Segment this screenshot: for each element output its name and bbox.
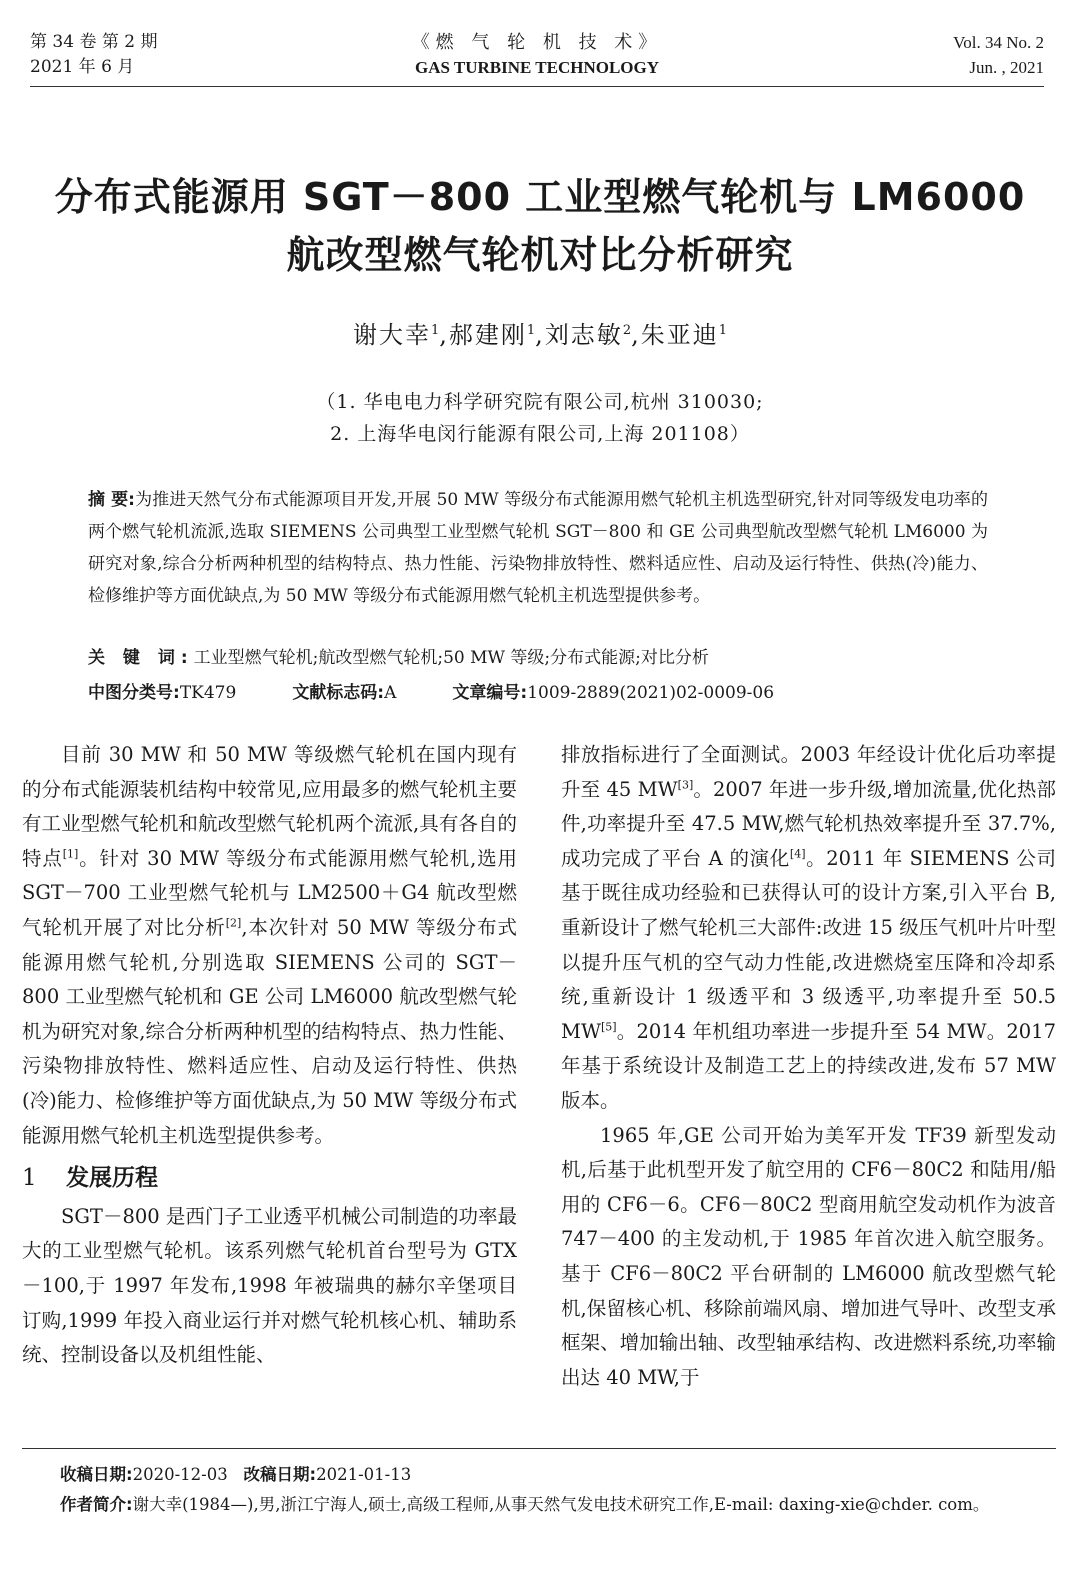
journal-name-english: GAS TURBINE TECHNOLOGY xyxy=(414,58,660,77)
citation-ref: [5] xyxy=(601,1020,617,1034)
clc-number xyxy=(88,679,236,707)
affiliation-1: （1. 华电电力科学研究院有限公司,杭州 310030; xyxy=(316,391,764,413)
volume-issue-english: Vol. 34 No. 2 xyxy=(953,33,1044,52)
classification-line xyxy=(88,679,988,707)
citation-ref: [1] xyxy=(62,847,79,861)
document-code-value: A xyxy=(384,683,397,703)
running-header xyxy=(30,30,1044,90)
article-number xyxy=(452,679,774,707)
body-paragraph xyxy=(561,738,1056,1119)
keywords-label: 关 键 词: xyxy=(88,648,194,668)
abstract-text: 为推进天然气分布式能源项目开发,开展 50 MW 等级分布式能源用燃气轮机主机选型研究,针对同等级发电功率的两个燃气轮机流派,选取 SIEMENS 公司典型工业型燃气轮机 SGT－800 和 GE 公司典型航改型燃气轮机 LM6000 为研究对象,综合分析两种机型的结构特点、热力性能、污染物排放特性、燃料适应性、启动及运行特性、供热(冷)能力、检修维护等方面优缺点,为 50 MW 等级分布式能源用燃气轮机主机选型提供参考。 xyxy=(88,490,989,606)
document-code-label: 文献标志码: xyxy=(292,683,385,703)
paragraph-text: 。2014 年机组功率进一步提升至 54 MW。2017 年基于系统设计及制造工艺上的持续改进,发布 57 MW 版本。 xyxy=(561,1019,1056,1112)
revised-date: 2021-01-13 xyxy=(316,1465,412,1484)
revised-label: 改稿日期: xyxy=(243,1465,317,1484)
body-column-right xyxy=(561,738,1056,1395)
body-paragraph: 1965 年,GE 公司开始为美军开发 TF39 新型发动机,后基于此机型开发了航空用的 CF6－80C2 和陆用/船用的 CF6－6。CF6－80C2 型商用航空发动机作为波音 747－400 的主发动机,于 1985 年首次进入航空服务。基于 CF6－80C2 平台研制的 LM6000 航改型燃气轮机,保留核心机、移除前端风扇、增加进气导叶、改型支承框架、增加输出轴、改型轴承结构、改进燃料系统,功率输出达 40 MW,于 xyxy=(561,1123,1056,1389)
paragraph-text: ,本次针对 50 MW 等级分布式能源用燃气轮机,分别选取 SIEMENS 公司的 SGT－800 工业型燃气轮机和 GE 公司 LM6000 航改型燃气轮机为研究对象,综合分析两种机型的结构特点、热力性能、污染物排放特性、燃料适应性、启动及运行特性、供热(冷)能力、检修维护等方面优缺点,为 50 MW 等级分布式能源用燃气轮机主机选型提供参考。 xyxy=(22,915,517,1147)
publication-date-english: Jun. , 2021 xyxy=(969,58,1044,77)
author-bio-label: 作者简介: xyxy=(60,1495,133,1514)
author-name: 刘志敏 xyxy=(544,321,623,349)
manuscript-dates xyxy=(22,1460,1056,1490)
paper-title xyxy=(20,168,1060,284)
author-bio xyxy=(22,1490,1056,1520)
body-column-left xyxy=(22,738,517,1373)
section-number: 1 xyxy=(22,1165,37,1192)
paragraph-text: 目前 30 MW 和 50 MW 等级燃气轮机在国内现有的分布式能源装机结构中较常见,应用最多的燃气轮机主要有工业型燃气轮机和航改型燃气轮机两个流派,具有各自的特点 xyxy=(22,743,517,870)
abstract-label: 摘 要: xyxy=(88,490,135,510)
paragraph-text: 。2011 年 SIEMENS 公司基于既往成功经验和已获得认可的设计方案,引入平台 B,重新设计了燃气轮机三大部件:改进 15 级压气机叶片叶型以提升压气机的空气动力性能,改进燃烧室压降和冷却系统,重新设计 1 级透平和 3 级透平,功率提升至 50.5 MW xyxy=(561,846,1056,1043)
header-rule xyxy=(30,86,1044,87)
footnote-rule xyxy=(22,1448,1056,1449)
article-number-value: 1009-2889(2021)02-0009-06 xyxy=(527,683,775,703)
citation-ref: [4] xyxy=(789,847,806,861)
affiliation-2: 2. 上海华电闵行能源有限公司,上海 201108） xyxy=(330,423,750,445)
citation-ref: [2] xyxy=(225,916,242,930)
footnotes xyxy=(22,1460,1056,1520)
author-affiliation-mark: 1 xyxy=(526,323,536,338)
received-date: 2020-12-03 xyxy=(132,1465,228,1484)
author-name: 谢大幸 xyxy=(352,321,431,349)
publication-date: 2021 年 6 月 xyxy=(30,57,135,77)
citation-ref: [3] xyxy=(677,778,694,792)
body-paragraph: SGT－800 是西门子工业透平机械公司制造的功率最大的工业型燃气轮机。该系列燃气轮机首台型号为 GTX－100,于 1997 年发布,1998 年被瑞典的赫尔辛堡项目订购,1999 年投入商业运行并对燃气轮机核心机、辅助系统、控制设备以及机组性能、 xyxy=(22,1204,517,1367)
paragraph-text: 。2007 年进一步升级,增加流量,优化热部件,功率提升至 47.5 MW,燃气轮机热效率提升至 37.7%,成功完成了平台 A 的演化 xyxy=(561,777,1056,870)
abstract xyxy=(88,484,988,612)
paragraph-text: 。针对 30 MW 等级分布式能源用燃气轮机,选用 SGT－700 工业型燃气轮机与 LM2500＋G4 航改型燃气轮机开展了对比分析 xyxy=(22,846,517,939)
keywords xyxy=(88,644,988,672)
journal-name-chinese: 《燃 气 轮 机 技 术》 xyxy=(411,32,663,53)
author-affiliation-mark: 2 xyxy=(622,323,632,338)
volume-issue: 第 34 卷 第 2 期 xyxy=(30,32,158,52)
author-list: 谢大幸$^1$,郝建刚$^1$,刘志敏$^2$,朱亚迪$^1$ xyxy=(352,321,728,349)
journal-name xyxy=(30,30,1044,80)
body-paragraph xyxy=(22,738,517,1153)
paragraph-text: 排放指标进行了全面测试。2003 年经设计优化后功率提升至 45 MW xyxy=(561,743,1056,801)
section-title: 发展历程 xyxy=(66,1165,158,1192)
author-name: 朱亚迪 xyxy=(640,321,719,349)
author-bio-text: 谢大幸(1984—),男,浙江宁海人,硕士,高级工程师,从事天然气发电技术研究工作,E-mail: daxing-xie@chder. com。 xyxy=(132,1495,990,1514)
article-number-label: 文章编号: xyxy=(452,683,528,703)
section-heading xyxy=(22,1161,517,1196)
keywords-text: 工业型燃气轮机;航改型燃气轮机;50 MW 等级;分布式能源;对比分析 xyxy=(193,648,709,668)
author-affiliation-mark: 1 xyxy=(430,323,440,338)
issue-info-english xyxy=(953,30,1044,80)
affiliations xyxy=(0,386,1080,450)
clc-value: TK479 xyxy=(179,683,237,703)
clc-label: 中图分类号: xyxy=(88,683,180,703)
title-line-2: 航改型燃气轮机对比分析研究 xyxy=(286,233,794,277)
author-affiliation-mark: 1 xyxy=(718,323,728,338)
document-code xyxy=(292,679,396,707)
title-line-1: 分布式能源用 SGT－800 工业型燃气轮机与 LM6000 xyxy=(54,175,1026,219)
author-name: 郝建刚 xyxy=(448,321,527,349)
received-label: 收稿日期: xyxy=(60,1465,133,1484)
